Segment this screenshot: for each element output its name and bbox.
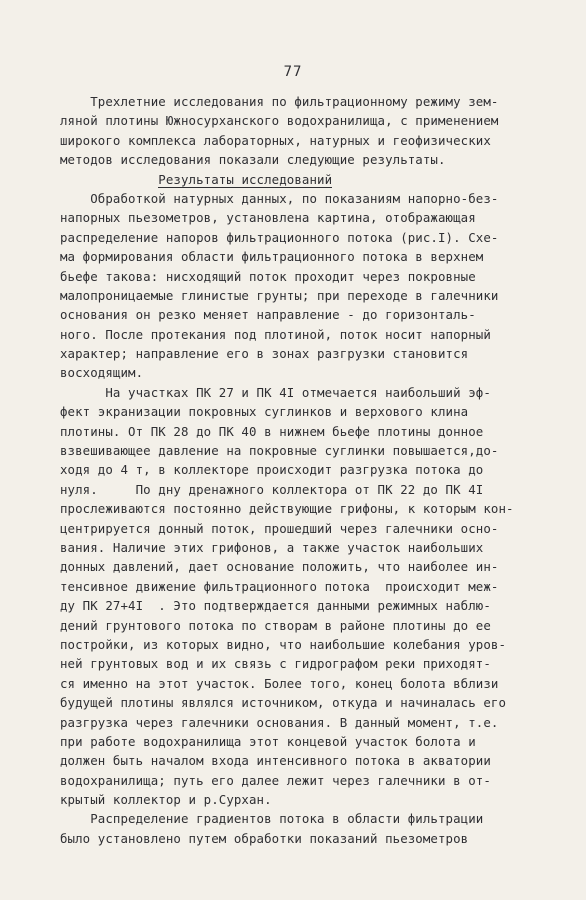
text-line: донных давлений, дает основание положить, что наиболее ин- bbox=[60, 559, 499, 575]
text-line: крытый коллектор и р.Сурхан. bbox=[60, 792, 272, 808]
text-line: ду ПК 27+4I . Это подтверждается данными режимных наблю- bbox=[60, 598, 491, 614]
text-line: прослеживаются постоянно действующие грифоны, к которым кон- bbox=[60, 501, 514, 517]
text-line: характер; направление его в зонах разгрузки становится bbox=[60, 346, 469, 362]
text-line: бьефе такова: нисходящий поток проходит через покровные bbox=[60, 268, 476, 284]
text-line: тенсивное движение фильтрационного потока происходит меж- bbox=[60, 578, 499, 594]
text-line: должен быть началом входа интенсивного потока в акватории bbox=[60, 753, 491, 769]
text-line: постройки, из которых видно, что наибольшие колебания уров- bbox=[60, 636, 507, 652]
body-text bbox=[60, 92, 530, 848]
text-line: распределение напоров фильтрационного потока (рис.I). Схе- bbox=[60, 229, 499, 245]
text-line: ся именно на этот участок. Более того, конец болота вблизи bbox=[60, 675, 499, 691]
text-line: ней грунтовых вод и их связь с гидрографом реки приходят- bbox=[60, 656, 491, 672]
text-line: фект экранизации покровных суглинков и верхового клина bbox=[60, 404, 469, 420]
text-line: ляной плотины Южносурханского водохранилища, с применением bbox=[60, 113, 499, 129]
page-number: 77 bbox=[283, 64, 303, 80]
text-line: вания. Наличие этих грифонов, а также участок наибольших bbox=[60, 539, 484, 555]
text-line: центрируется донный поток, прошедший через галечники осно- bbox=[60, 520, 499, 536]
text-line: нуля. По дну дренажного коллектора от ПК 22 до ПК 4I bbox=[60, 481, 484, 497]
text-line: восходящим. bbox=[60, 365, 144, 381]
text-line: разгрузка через галечники основания. В данный момент, т.е. bbox=[60, 714, 499, 730]
text-line: дений грунтового потока по створам в районе плотины до ее bbox=[60, 617, 491, 633]
text-line: основания он резко меняет направление - до горизонталь- bbox=[60, 307, 476, 323]
text-line: Распределение градиентов потока в области фильтрации bbox=[60, 811, 484, 827]
text-line: было установлено путем обработки показаний пьезометров bbox=[60, 830, 469, 846]
text-line: водохранилища; путь его далее лежит через галечники в от- bbox=[60, 772, 491, 788]
text-line: ного. После протекания под плотиной, поток носит напорный bbox=[60, 326, 491, 342]
text-line: широкого комплекса лабораторных, натурных и геофизических bbox=[60, 132, 491, 148]
section-heading: Результаты исследований bbox=[158, 171, 333, 187]
text-line: напорных пьезометров, установлена картина, отображающая bbox=[60, 210, 476, 226]
text-line: взвешивающее давление на покровные суглинки повышается,до- bbox=[60, 443, 499, 459]
text-line: ма формирования области фильтрационного потока в верхнем bbox=[60, 249, 484, 265]
text-line: будущей плотины являлся источником, откуда и начиналась его bbox=[60, 695, 507, 711]
text-line: при работе водохранилища этот концевой участок болота и bbox=[60, 733, 476, 749]
text-line: Обработкой натурных данных, по показаниям напорно-без- bbox=[60, 190, 499, 206]
text-line: На участках ПК 27 и ПК 4I отмечается наибольший эф- bbox=[60, 384, 491, 400]
text-line: ходя до 4 т, в коллекторе происходит разгрузка потока до bbox=[60, 462, 484, 478]
text-line: методов исследования показали следующие результаты. bbox=[60, 152, 446, 168]
text-line: Трехлетние исследования по фильтрационному режиму зем- bbox=[60, 94, 499, 109]
text-line: малопроницаемые глинистые грунты; при переходе в галечники bbox=[60, 287, 499, 303]
text-line: плотины. От ПК 28 до ПК 40 в нижнем бьефе плотины донное bbox=[60, 423, 484, 439]
section-heading-line bbox=[60, 170, 530, 189]
